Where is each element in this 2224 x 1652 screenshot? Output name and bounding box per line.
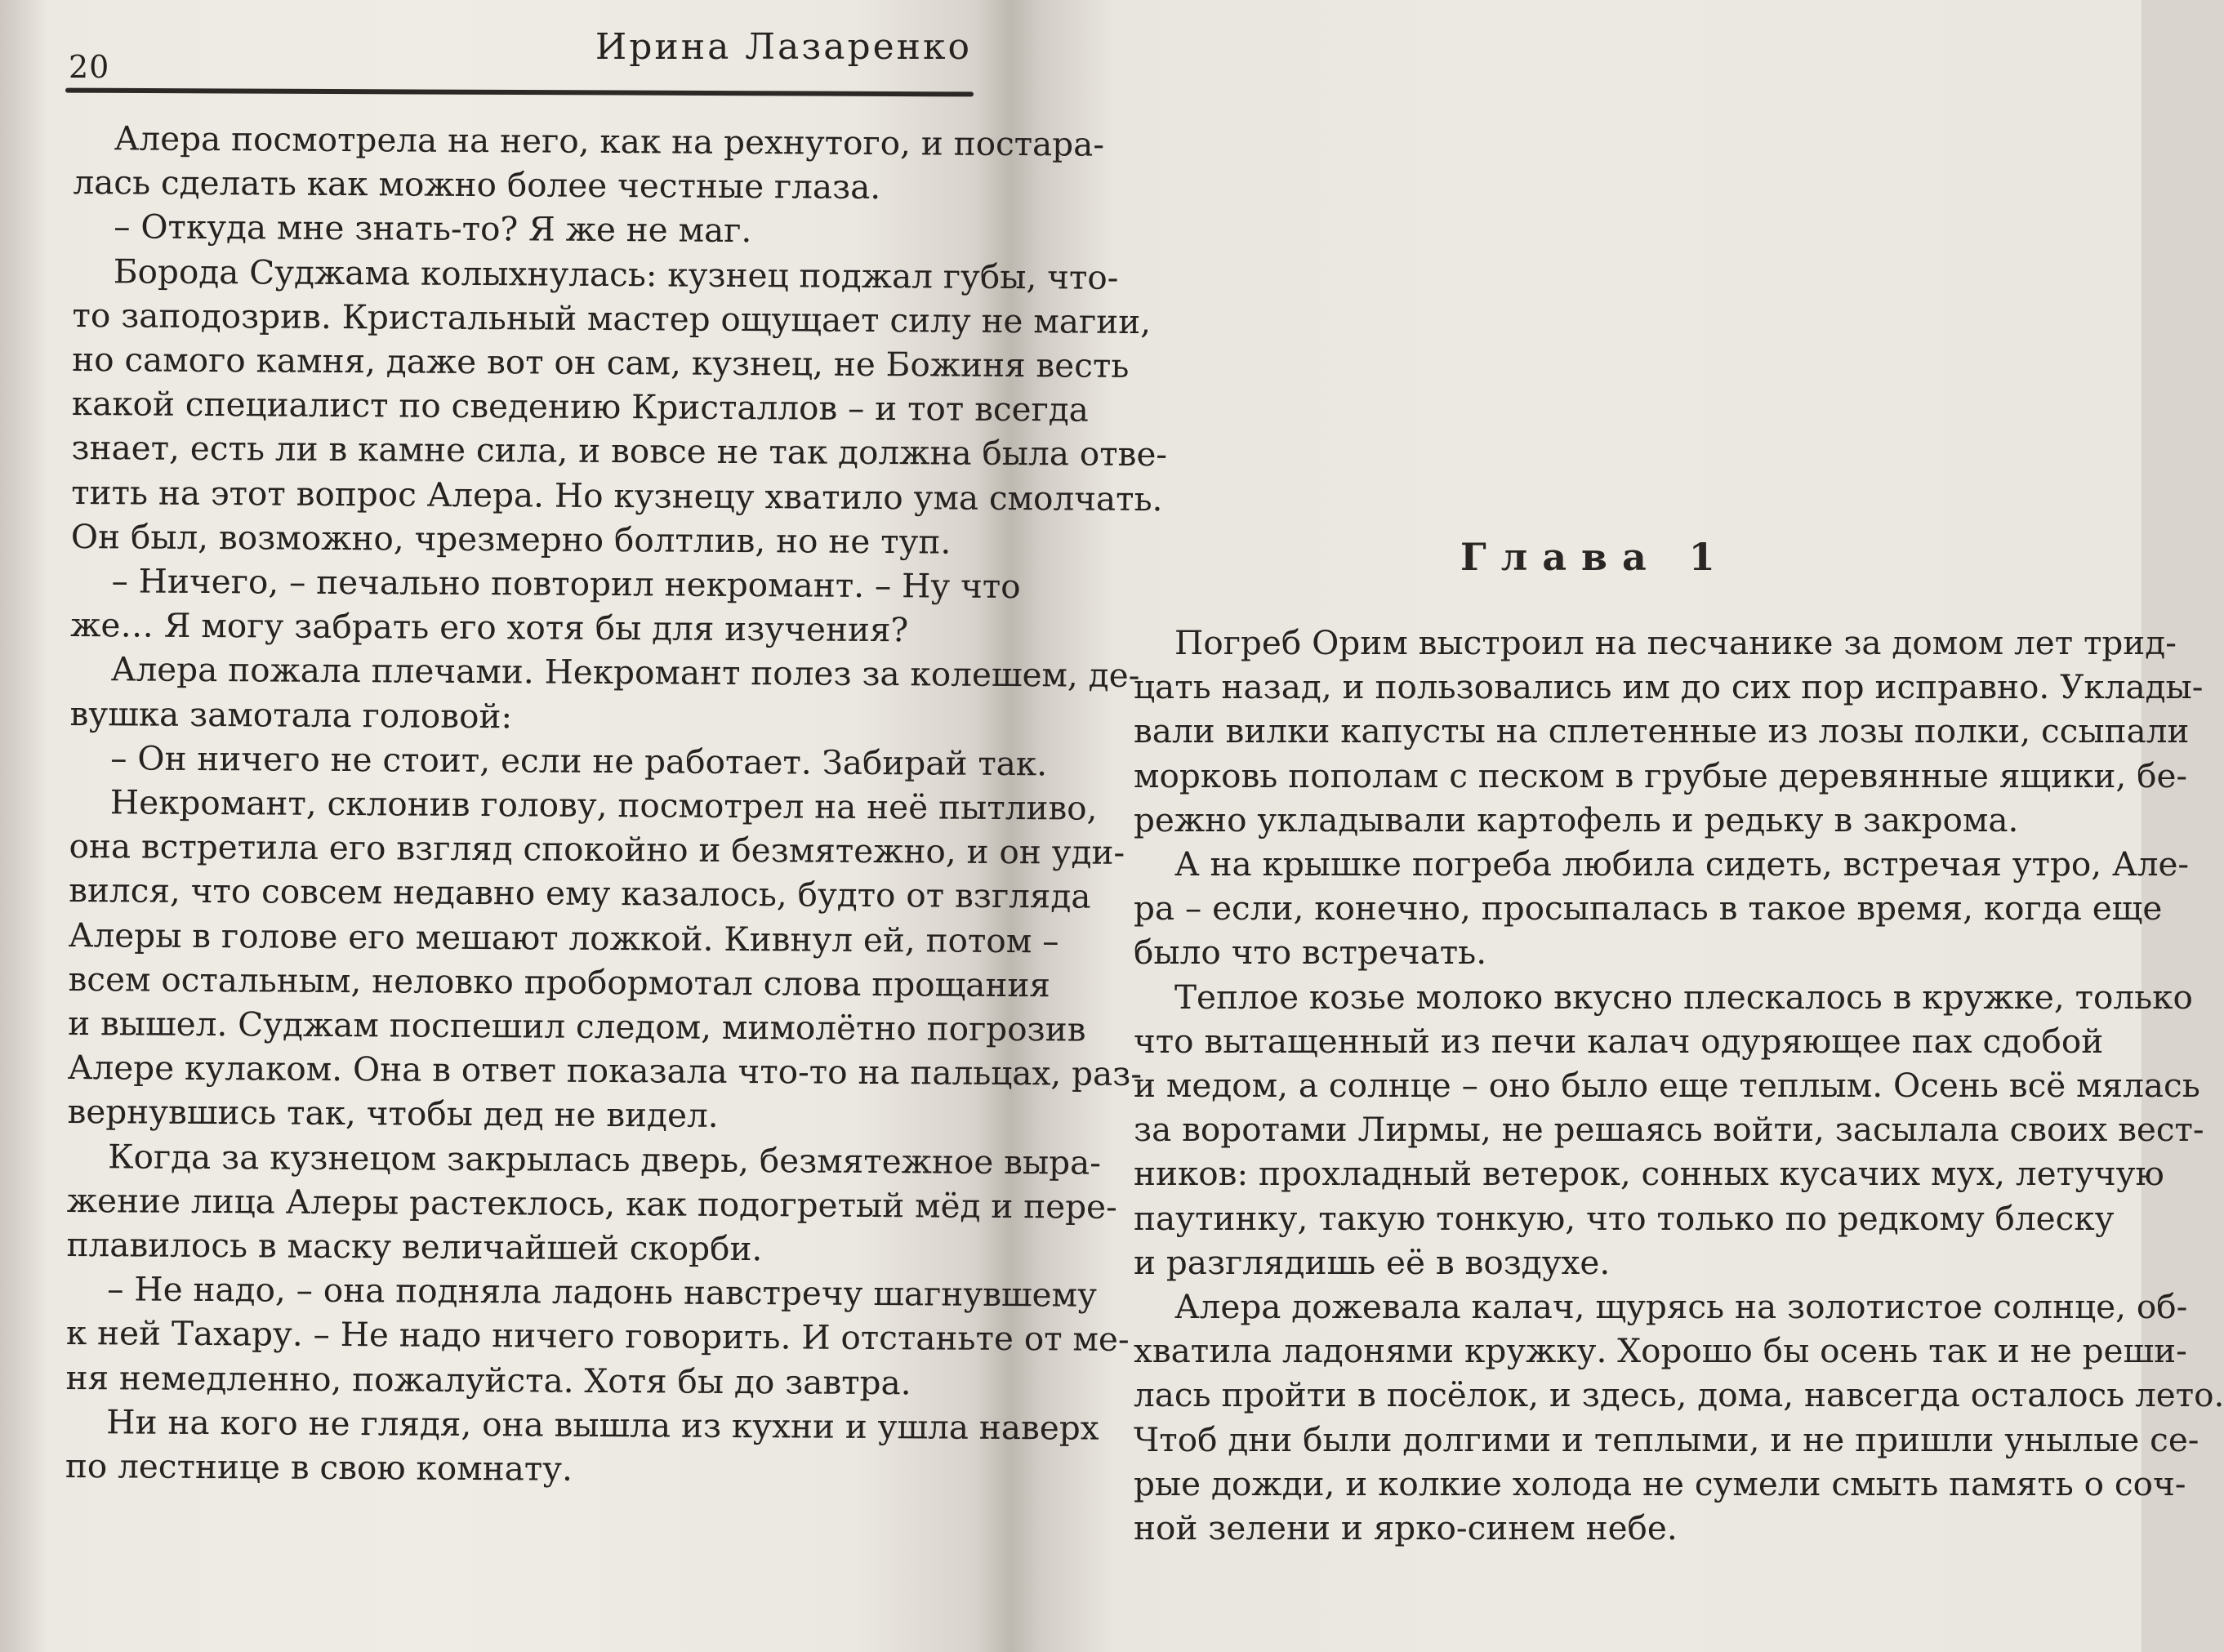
text-line: Когда за кузнецом закрылась дверь, безмятежное выра- (108, 1136, 1102, 1182)
page-number: 20 (69, 49, 110, 85)
text-line: вился, что совсем недавно ему казалось, будто от взгляда (69, 871, 1091, 917)
text-line: Алера дожевала калач, щурясь на золотистое солнце, об- (1174, 1287, 2188, 1327)
text-line: же… Я могу забрать его хотя бы для изучения? (70, 605, 909, 650)
text-line: Борода Суджама колыхнулась: кузнец поджал губы, что- (113, 251, 1119, 297)
text-line: морковь пополам с песком в грубые деревянные ящики, бе- (1134, 755, 2188, 795)
text-line: цать назад, и пользовались им до сих пор исправно. Уклады- (1134, 667, 2204, 707)
text-line: ной зелени и ярко-синем небе. (1134, 1508, 1678, 1548)
text-line: жение лица Алеры растеклось, как подогретый мёд и пере- (66, 1180, 1117, 1227)
text-line: по лестнице в свою комнату. (65, 1446, 573, 1489)
text-line: она встретила его взгляд спокойно и безмятежно, и он уди- (69, 826, 1125, 873)
text-line: вернувшись так, чтобы дед не видел. (67, 1092, 719, 1136)
text-line: знает, есть ли в камне сила, и вовсе не так должна была отве- (71, 428, 1168, 474)
text-line: Алера посмотрела на него, как на рехнутого, и постара- (114, 118, 1105, 164)
text-line: Алере кулаком. Она в ответ показала что-то на пальцах, раз- (67, 1048, 1143, 1094)
right-page (1094, 0, 2224, 1652)
text-line: плавилось в маску величайшей скорби. (66, 1225, 763, 1269)
text-line: и разглядишь её в воздухе. (1134, 1242, 1611, 1282)
text-line: Погреб Орим выстроил на песчанике за домом лет трид- (1174, 623, 2177, 662)
text-line: к ней Тахару. – Не надо ничего говорить. И отстаньте от ме- (65, 1313, 1130, 1360)
text-line: вали вилки капусты на сплетенные из лозы полки, ссыпали (1134, 711, 2190, 751)
text-line: – Откуда мне знать-то? Я же не маг. (114, 207, 752, 251)
text-line: было что встречать. (1134, 933, 1487, 973)
text-line: паутинку, такую тонкую, что только по редкому блеску (1134, 1198, 2115, 1238)
running-head (65, 24, 972, 98)
author-name: Ирина Лазаренко (595, 26, 972, 68)
text-line: – Ничего, – печально повторил некромант. – Ну что (111, 561, 1021, 607)
header-rule (65, 88, 974, 97)
text-line: но самого камня, даже вот он сам, кузнец, не Божиня весть (72, 340, 1130, 385)
text-line: тить на этот вопрос Алера. Но кузнецу хватило ума смолчать. (71, 472, 1163, 519)
right-page-text (1134, 621, 2224, 1550)
text-line: всем остальным, неловко пробормотал слова прощания (68, 959, 1051, 1005)
text-line: то заподозрив. Кристальный мастер ощущает силу не магии, (72, 295, 1152, 341)
text-line: за воротами Лирмы, не решаясь войти, засылала своих вест- (1134, 1110, 2204, 1150)
text-line: вушка замотала головой: (69, 693, 513, 736)
text-line: Теплое козье молоко вкусно плескалось в кружке, только (1174, 977, 2193, 1017)
text-line: что вытащенный из печи калач одуряющее пах сдобой (1134, 1021, 2104, 1061)
text-line: – Он ничего не стоит, если не работает. Забирай так. (110, 738, 1048, 784)
text-line: Ни на кого не глядя, она вышла из кухни и ушла наверх (106, 1402, 1099, 1448)
text-line: Он был, возможно, чрезмерно болтлив, но не туп. (70, 516, 952, 562)
text-line: и медом, а солнце – оно было еще теплым. Осень всё мялась (1134, 1066, 2200, 1106)
text-line: ра – если, конечно, просыпалась в такое время, когда еще (1134, 888, 2163, 928)
text-line: ня немедленно, пожалуйста. Хотя бы до завтра. (65, 1357, 911, 1402)
text-line: рые дожди, и колкие холода не сумели смыть память о соч- (1134, 1463, 2186, 1503)
text-line: лась пройти в посёлок, и здесь, дома, навсегда осталось лето. (1134, 1375, 2224, 1415)
text-line: А на крышке погреба любила сидеть, встречая утро, Але- (1174, 844, 2190, 884)
left-page-text (65, 116, 1168, 1494)
text-line: Некромант, склонив голову, посмотрел на неё пытливо, (109, 782, 1098, 828)
text-line: Алера пожала плечами. Некромант полез за колешем, де- (110, 649, 1140, 696)
text-line: режно укладывали картофель и редьку в закрома. (1134, 799, 2019, 839)
text-line: и вышел. Суджам поспешил следом, мимолётно погрозив (68, 1004, 1086, 1049)
text-line: ников: прохладный ветерок, сонных кусачих мух, летучую (1134, 1154, 2164, 1194)
text-line: хватила ладонями кружку. Хорошо бы осень так и не реши- (1134, 1331, 2187, 1371)
chapter-title: Глава 1 (1460, 535, 1730, 579)
text-line: лась сделать как можно более честные глаза. (73, 163, 881, 207)
text-line: – Не надо, – она подняла ладонь навстречу шагнувшему (107, 1269, 1098, 1315)
text-line: какой специалист по сведению Кристаллов – и тот всегда (71, 384, 1090, 430)
text-line: Алеры в голове его мешают ложкой. Кивнул ей, потом – (68, 915, 1059, 961)
text-line: Чтоб дни были долгими и теплыми, и не пришли унылые се- (1134, 1419, 2199, 1459)
